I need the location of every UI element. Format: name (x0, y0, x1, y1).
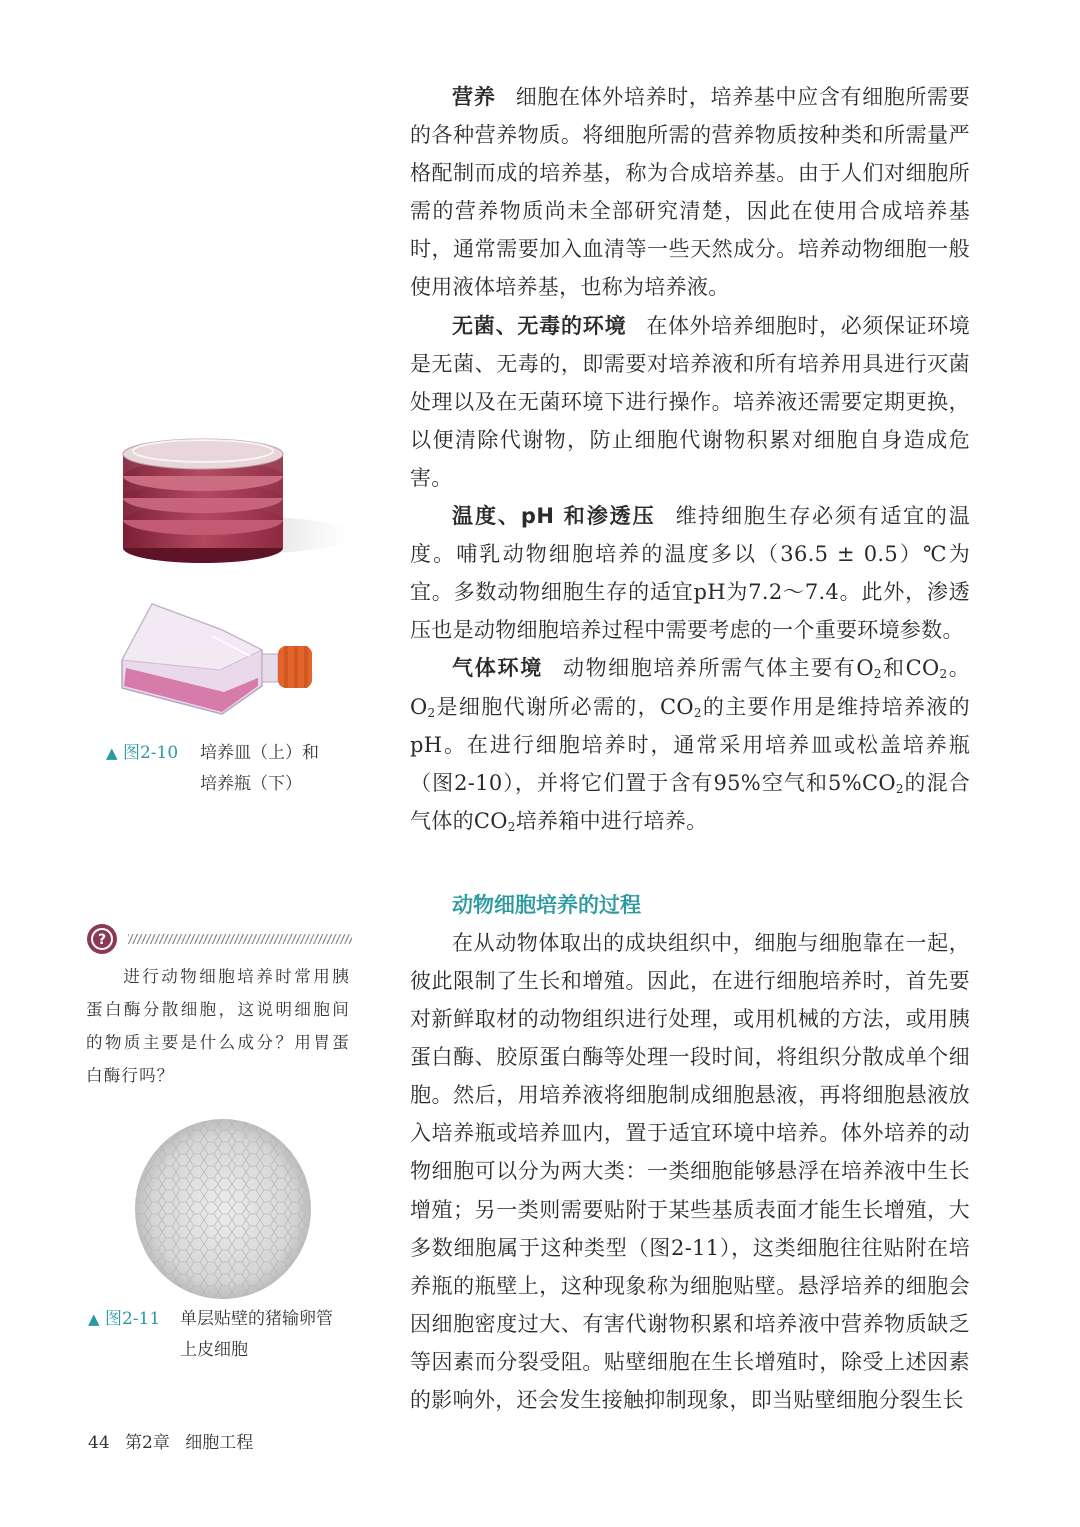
text-nutrition: 细胞在体外培养时，培养基中应含有细胞所需要的各种营养物质。将细胞所需的营养物质按种类和所需量严格配制而成的培养基，称为合成培养基。由于人们对细胞所需的营养物质尚未全部研究清楚，因此在使用合成培养基时，通常需要加入血清等一些天然成分。培养动物细胞一般使用液体培养基，也称为培养液。 (410, 85, 970, 300)
paragraph-gas (410, 649, 970, 839)
gas-sub-6: 2 (507, 819, 516, 834)
gas-text-5: 的主要作用是维持培养液的pH。在进行细胞培养时，通常采用培养皿或松盖培养瓶（图2-10），并将它们置于含有95%空气和5%CO (410, 694, 970, 795)
term-gas: 气体环境 (452, 656, 544, 681)
paragraph-process: 在从动物体取出的成块组织中，细胞与细胞靠在一起，彼此限制了生长和增殖。因此，在进行细胞培养时，首先要对新鲜取材的动物组织进行处理，或用机械的方法，或用胰蛋白酶、胶原蛋白酶等处理一段时间，将组织分散成单个细胞。然后，用培养液将细胞制成细胞悬液，再将细胞悬液放入培养瓶或培养皿内，置于适宜环境中培养。体外培养的动物细胞可以分为两大类：一类细胞能够悬浮在培养液中生长增殖；另一类则需要贴附于某些基质表面才能生长增殖，大多数细胞属于这种类型（图2-11），这类细胞往往贴附在培养瓶的瓶壁上，这种现象称为细胞贴壁。悬浮培养的细胞会因细胞密度过大、有害代谢物积累和培养液中营养物质缺乏等因素而分裂受阻。贴壁细胞在生长增殖时，除受上述因素的影响外，还会发生接触抑制现象，即当贴壁细胞分裂生长 (410, 930, 970, 1412)
chapter-label: 第2章 (125, 1433, 170, 1453)
cell-micrograph-image (134, 1118, 312, 1300)
caption-line-2: 上皮细胞 (180, 1340, 248, 1360)
hatched-divider (128, 934, 352, 944)
figure-tag: 图2-10 (122, 743, 179, 763)
term-temperature: 温度、pH 和渗透压 (452, 504, 656, 529)
culture-flask-image (112, 600, 332, 720)
gas-sub-2: 2 (939, 667, 948, 682)
main-column (410, 78, 970, 1419)
figure-tag: 图2-11 (104, 1309, 161, 1329)
gas-text-4: 是细胞代谢所必需的，CO (435, 694, 694, 719)
triangle-icon: ▲ (106, 744, 118, 762)
text-sterile: 在体外培养细胞时，必须保证环境是无菌、无毒的，即需要对培养液和所有培养用具进行灭菌处理以及在无菌环境下进行操作。培养液还需要定期更换，以便清除代谢物，防止细胞代谢物积累对细胞自身造成危害。 (410, 313, 971, 490)
term-nutrition: 营养 (452, 85, 496, 109)
svg-text:?: ? (97, 932, 107, 948)
figure-2-11-caption (88, 1304, 368, 1366)
gas-sub-4: 2 (693, 705, 702, 720)
gas-text-2: 和CO (881, 656, 940, 681)
gas-sub-5: 2 (895, 781, 904, 796)
chapter-title: 细胞工程 (185, 1433, 254, 1453)
text-temperature: 维持细胞生存必须有适宜的温度。哺乳动物细胞培养的温度多以（36.5 ± 0.5）℃为宜。多数动物细胞生存的适宜pH为7.2～7.4。此外，渗透压也是动物细胞培养过程中需要考虑的一个重要环境参数。 (410, 504, 970, 643)
question-text (86, 960, 350, 1092)
gas-text-7: 培养箱中进行培养。 (515, 808, 708, 833)
question-body: 进行动物细胞培养时常用胰蛋白酶分散细胞，这说明细胞间的物质主要是什么成分？用胃蛋白酶行吗？ (86, 967, 350, 1085)
paragraph-nutrition (410, 78, 970, 307)
gas-text-1: 动物细胞培养所需气体主要有O (563, 656, 874, 681)
figure-2-10-caption (106, 738, 366, 800)
caption-line-2: 培养瓶（下） (200, 774, 302, 794)
gas-sub-3: 2 (427, 705, 436, 720)
caption-line-1: 单层贴壁的猪输卵管 (180, 1309, 333, 1329)
triangle-icon: ▲ (88, 1310, 100, 1328)
gas-text-3: 。O (410, 656, 970, 719)
petri-dish-image (108, 420, 358, 580)
paragraph-sterile (410, 307, 970, 497)
paragraph-temperature (410, 497, 970, 649)
question-icon (84, 922, 120, 960)
gas-text-6: 的混合气体的CO (410, 770, 970, 833)
page-number: 44 (88, 1433, 110, 1453)
page-footer (88, 1428, 263, 1453)
section-title: 动物细胞培养的过程 (452, 892, 641, 917)
term-sterile: 无菌、无毒的环境 (452, 313, 627, 338)
caption-line-1: 培养皿（上）和 (200, 743, 319, 763)
gas-sub-1: 2 (873, 667, 882, 682)
